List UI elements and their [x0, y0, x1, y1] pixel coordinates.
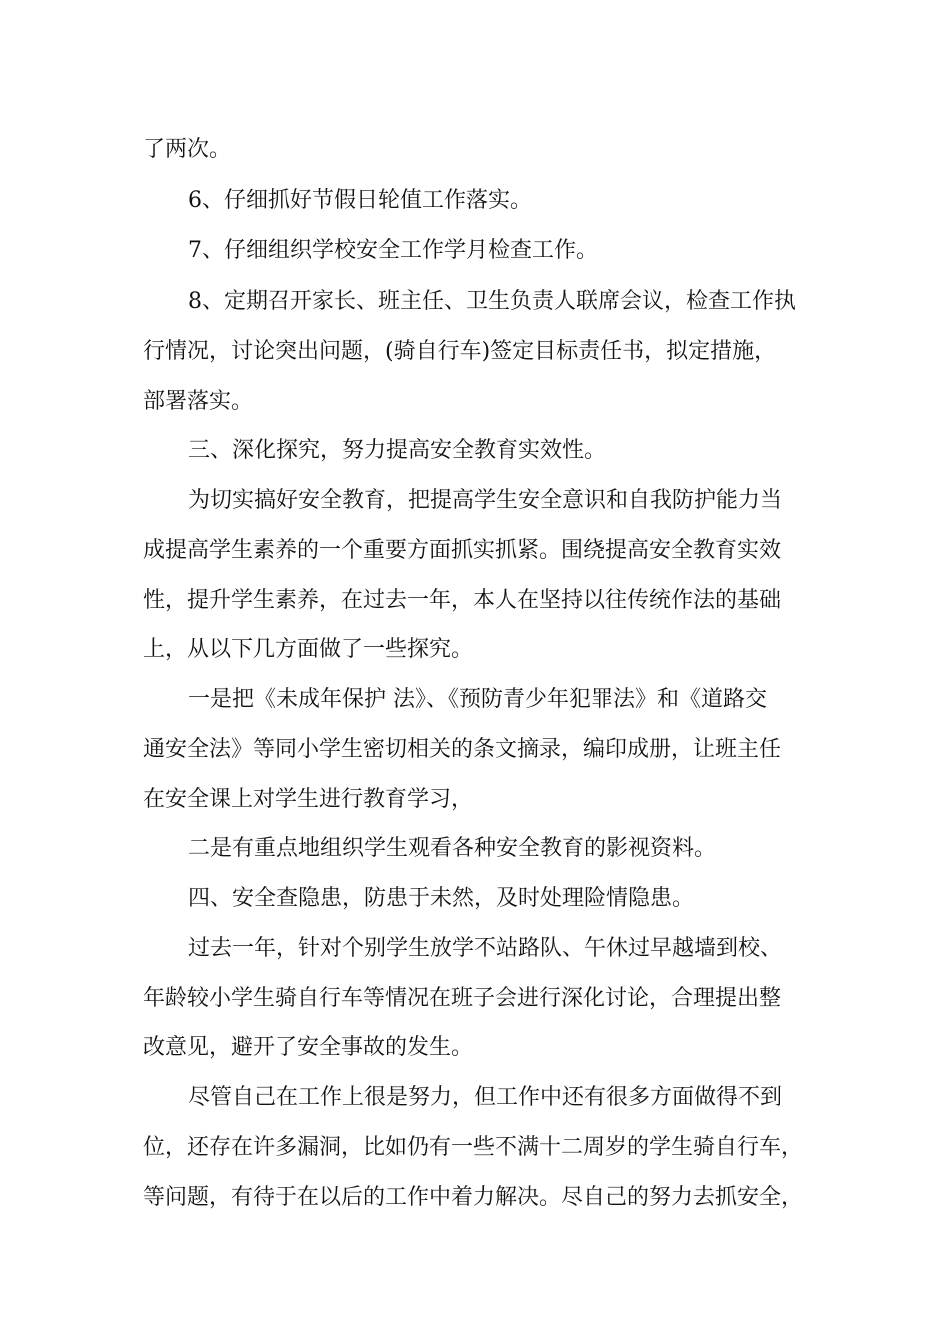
text-line: 7、仔细组织学校安全工作学月检查工作。: [188, 238, 598, 263]
text-line: 成提高学生素养的一个重要方面抓实抓紧。围绕提高安全教育实效: [143, 538, 782, 563]
text-line: 等问题，有待于在以后的工作中着力解决。尽自己的努力去抓安全，: [143, 1185, 804, 1210]
text-line: 通安全法》等同小学生密切相关的条文摘录，编印成册，让班主任: [143, 737, 782, 762]
text-line: 位，还存在许多漏洞，比如仍有一些不满十二周岁的学生骑自行车，: [143, 1135, 804, 1160]
text-line: 二是有重点地组织学生观看各种安全教育的影视资料。: [188, 836, 717, 861]
text-line: 为切实搞好安全教育，把提高学生安全意识和自我防护能力当: [188, 488, 783, 513]
text-line: 过去一年，针对个别学生放学不站路队、午休过早越墙到校、: [188, 936, 783, 961]
text-line: 8、定期召开家长、班主任、卫生负责人联席会议，检查工作执: [188, 289, 796, 314]
text-line: 上，从以下几方面做了一些探究。: [143, 637, 474, 662]
text-line: 年龄较小学生骑自行车等情况在班子会进行深化讨论，合理提出整: [143, 986, 782, 1011]
text-line: 部署落实。: [143, 389, 254, 414]
text-line: 了两次。: [143, 137, 232, 162]
text-line: 尽管自己在工作上很是努力，但工作中还有很多方面做得不到: [188, 1085, 783, 1110]
text-line: 性，提升学生素养，在过去一年，本人在坚持以往传统作法的基础: [143, 588, 782, 613]
text-line: 四、安全查隐患，防患于未然，及时处理险情隐患。: [188, 886, 695, 911]
text-line: 在安全课上对学生进行教育学习，: [143, 787, 474, 812]
text-line: 一是把《未成年保护 法》、《预防青少年犯罪法》和《道路交: [188, 687, 767, 712]
text-line: 6、仔细抓好节假日轮值工作落实。: [188, 188, 532, 213]
text-line: 三、深化探究，努力提高安全教育实效性。: [188, 438, 607, 463]
text-line: 行情况，讨论突出问题，(骑自行车)签定目标责任书，拟定措施，: [143, 339, 777, 364]
text-line: 改意见，避开了安全事故的发生。: [143, 1035, 474, 1060]
